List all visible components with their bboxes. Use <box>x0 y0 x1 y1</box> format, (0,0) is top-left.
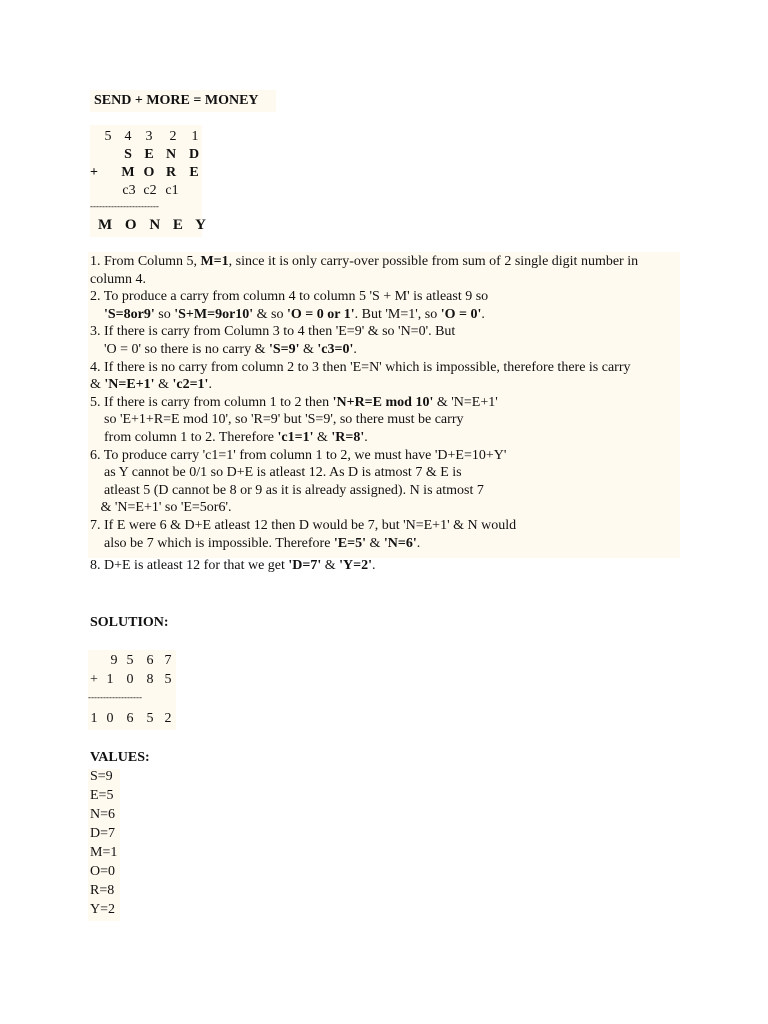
digit: 0 <box>106 711 114 726</box>
solution-heading: SOLUTION: <box>90 615 169 630</box>
step-emphasis: 'O = 0 or 1' <box>287 306 355 322</box>
value-item: E=5 <box>90 788 114 803</box>
step-line <box>90 535 420 553</box>
letter-e: E <box>189 165 199 180</box>
value-item: S=9 <box>90 769 113 784</box>
step-line <box>90 359 631 377</box>
step-text: 7. If E were 6 & D+E atleast 12 then D would be 7, but 'N=E+1' & N would <box>90 518 517 533</box>
step-text: . But 'M=1', so <box>354 306 441 322</box>
step-text: atleast 5 (D cannot be 8 or 9 as it is already assigned). N is atmost 7 <box>90 482 484 498</box>
page-title: SEND + MORE = MONEY <box>90 90 276 112</box>
digit: 9 <box>110 653 118 668</box>
step-line <box>90 341 357 359</box>
step-text: 5. If there is carry from column 1 to 2 then <box>90 394 333 410</box>
step-emphasis: 'c2=1' <box>172 377 209 393</box>
column-number: 5 <box>104 129 112 144</box>
step-emphasis: 'N=E+1' <box>104 377 155 393</box>
digit: 6 <box>146 653 154 668</box>
carry-label: c3 <box>122 183 136 198</box>
step-text: , since it is only carry-over possible from sum of 2 single digit number in <box>228 254 639 269</box>
step-text <box>90 307 104 322</box>
step-line <box>90 306 485 324</box>
letter-m: M <box>121 165 135 180</box>
solution-block <box>88 650 176 730</box>
step-emphasis: 'c3=0' <box>317 342 354 357</box>
values-list <box>88 769 120 921</box>
step-text: & <box>366 535 384 551</box>
puzzle-block <box>90 125 208 237</box>
step-text: so <box>154 306 175 322</box>
value-item: O=0 <box>90 864 116 879</box>
plus-sign: + <box>90 165 98 180</box>
column-number: 4 <box>124 129 132 144</box>
step-text: as Y cannot be 0/1 so D+E is atleast 12. As D is atmost 7 & E is <box>90 465 462 481</box>
step-text: 2. To produce a carry from column 4 to column 5 'S + M' is atleast 9 so <box>90 289 489 305</box>
carry-label: c1 <box>165 183 179 198</box>
step-line <box>90 429 368 447</box>
digit: 5 <box>164 672 172 687</box>
step-line <box>90 464 462 482</box>
column-number: 1 <box>191 129 199 144</box>
digit: 7 <box>164 653 172 668</box>
letter-o: O <box>143 165 155 180</box>
value-item: D=7 <box>90 826 116 841</box>
step-text: & <box>154 377 173 393</box>
step-8 <box>90 557 376 575</box>
step-text: 3. If there is carry from Column 3 to 4 then 'E=9' & so 'N=0'. But <box>90 324 456 340</box>
step-text: . <box>353 342 357 357</box>
column-number: 3 <box>145 129 153 144</box>
step-line <box>90 253 638 271</box>
step-emphasis: 'S=9' <box>268 342 300 357</box>
step-emphasis: 'D=7' <box>288 558 322 573</box>
letter-r: R <box>165 165 177 180</box>
step-text: column 4. <box>90 271 146 287</box>
step-line <box>90 323 455 341</box>
step-line <box>90 271 146 289</box>
step-text: . <box>416 535 421 551</box>
step-text: . <box>372 558 376 573</box>
step-text: 'O = 0' so there is no carry & <box>90 342 269 357</box>
divider: ----------------------- <box>90 201 159 211</box>
digit: 0 <box>126 672 134 687</box>
step-line <box>90 482 484 500</box>
digit: 6 <box>126 711 134 726</box>
step-text: & <box>313 430 332 445</box>
step-text: & so <box>253 306 288 322</box>
step-text: 1. From Column 5, <box>90 254 201 269</box>
step-text: & 'N=E+1' so 'E=5or6'. <box>90 500 232 516</box>
step-text: . <box>208 377 212 393</box>
step-text: & <box>299 342 318 357</box>
digit: 5 <box>126 653 134 668</box>
letter-s: S <box>124 147 132 162</box>
step-line <box>90 499 232 517</box>
explanation-steps <box>88 252 680 558</box>
step-text: & 'N=E+1' <box>433 394 498 410</box>
value-item: N=6 <box>90 807 116 822</box>
step-text: 6. To produce carry 'c1=1' from column 1 to 2, we must have 'D+E=10+Y' <box>90 447 507 463</box>
step-emphasis: 'S=8or9' <box>104 306 155 322</box>
step-text: also be 7 which is impossible. Therefore <box>90 535 334 551</box>
step-line <box>90 376 212 394</box>
value-item: R=8 <box>90 883 115 898</box>
step-emphasis: 'R=8' <box>331 430 365 445</box>
step-text: . <box>364 430 368 445</box>
step-line <box>90 288 488 306</box>
digit: 1 <box>90 711 98 726</box>
step-text: . <box>481 306 485 322</box>
digit: 1 <box>106 672 114 687</box>
step-text: 4. If there is no carry from column 2 to 3 then 'E=N' which is impossible, therefore there is carry <box>90 359 631 375</box>
column-number: 2 <box>169 129 177 144</box>
value-item: M=1 <box>90 845 118 860</box>
carry-label: c2 <box>143 183 157 198</box>
step-line <box>90 394 498 412</box>
step-emphasis: 'Y=2' <box>339 558 373 573</box>
digit: 2 <box>164 711 172 726</box>
plus-sign: + <box>90 672 98 687</box>
digit: 8 <box>146 672 154 687</box>
step-text: 8. D+E is atleast 12 for that we get <box>90 558 289 573</box>
result-money: M O N E Y <box>98 217 208 233</box>
letter-d: D <box>188 147 200 162</box>
step-text: & <box>321 558 340 573</box>
step-emphasis: 'N=6' <box>383 535 417 551</box>
step-line <box>90 411 463 429</box>
letter-e: E <box>144 147 154 162</box>
step-emphasis: M=1 <box>200 254 229 269</box>
step-line <box>90 447 506 465</box>
step-emphasis: 'N+R=E mod 10' <box>332 394 434 410</box>
step-line <box>90 517 516 535</box>
step-emphasis: 'E=5' <box>333 535 367 551</box>
step-emphasis: 'S+M=9or10' <box>174 306 254 322</box>
digit: 5 <box>146 711 154 726</box>
value-item: Y=2 <box>90 902 116 917</box>
step-text: from column 1 to 2. Therefore <box>90 430 278 445</box>
divider: ------------------ <box>88 692 142 702</box>
step-text: & <box>90 377 105 393</box>
step-emphasis: 'c1=1' <box>277 430 314 445</box>
step-emphasis: 'O = 0' <box>440 306 482 322</box>
values-heading: VALUES: <box>90 750 150 765</box>
step-text: so 'E+1+R=E mod 10', so 'R=9' but 'S=9', so there must be carry <box>90 412 464 428</box>
letter-n: N <box>165 147 177 162</box>
